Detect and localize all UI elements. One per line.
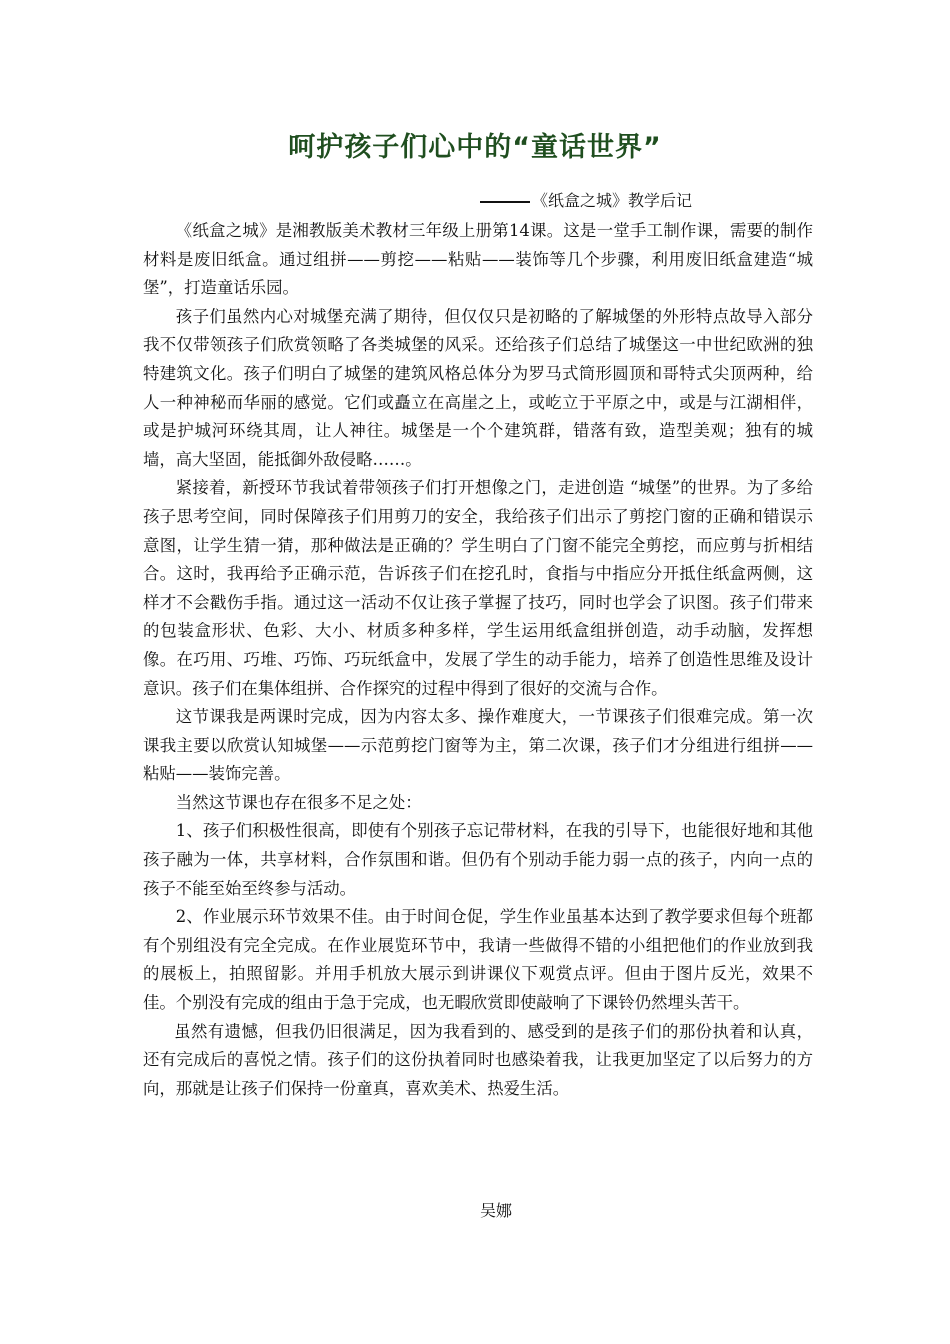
document-title: 呵护孩子们心中的“童话世界”	[288, 132, 662, 163]
paragraph-new-lesson: 紧接着，新授环节我试着带领孩子们打开想像之门，走进创造 “城堡”的世界。为了多给孩子思考空间，同时保障孩子们用剪刀的安全，我给孩子们出示了剪挖门窗的正确和错误示意图，让学生猜一猜，那种做法是正确的？学生明白了门窗不能完全剪挖，而应剪与折相结合。这时，我再给予正确示范，告诉孩子们在挖孔时，食指与中指应分开抵住纸盒两侧，这样才不会戳伤手指。通过这一活动不仅让孩子掌握了技巧，同时也学会了识图。孩子们带来的包装盒形状、色彩、大小、材质多种多样，学生运用纸盒组拼创造，动手动脑，发挥想像。在巧用、巧堆、巧饰、巧玩纸盒中，发展了学生的动手能力，培养了创造性思维及设计意识。孩子们在集体组拼、合作探究的过程中得到了很好的交流与合作。	[143, 478, 813, 698]
paragraph-two-periods: 这节课我是两课时完成，因为内容太多、操作难度大，一节课孩子们很难完成。第一次课我主要以欣赏认知城堡——示范剪挖门窗等为主，第二次课，孩子们才分组进行组拼——粘贴——装饰完善。	[143, 707, 813, 784]
document-subtitle	[480, 188, 820, 214]
paragraph-intro: 《纸盒之城》是湘教版美术教材三年级上册第14课。这是一堂手工制作课，需要的制作材料是废旧纸盒。通过组拼——剪挖——粘贴——装饰等几个步骤，利用废旧纸盒建造“城堡”，打造童话乐园。	[143, 221, 813, 298]
subtitle-text: 《纸盒之城》教学后记	[532, 191, 693, 210]
paragraph-castle-culture: 孩子们虽然内心对城堡充满了期待，但仅仅只是初略的了解城堡的外形特点故导入部分我不仅带领孩子们欣赏领略了各类城堡的风采。还给孩子们总结了城堡这一中世纪欧洲的独特建筑文化。孩子们明白了城堡的建筑风格总体分为罗马式筒形圆顶和哥特式尖顶两种，给人一种神秘而华丽的感觉。它们或矗立在高崖之上，或屹立于平原之中，或是与江湖相伴，或是护城河环绕其周，让人神往。城堡是一个个建筑群，错落有致，造型美观；独有的城墙，高大坚固，能抵御外敌侵略……。	[143, 306, 813, 469]
document-author: 吴娜	[480, 1201, 513, 1220]
document-body	[143, 217, 813, 1103]
paragraph-shortcomings: 当然这节课也存在很多不足之处：	[175, 792, 422, 812]
subtitle-dash	[480, 201, 530, 203]
paragraph-point-1: 1、孩子们积极性很高，即使有个别孩子忘记带材料，在我的引导下，也能很好地和其他孩子融为一体，共享材料，合作氛围和谐。但仍有个别动手能力弱一点的孩子，内向一点的孩子不能至始至终参与活动。	[143, 821, 813, 898]
paragraph-point-2: 2、作业展示环节效果不佳。由于时间仓促，学生作业虽基本达到了教学要求但每个班都有个别组没有完全完成。在作业展览环节中，我请一些做得不错的小组把他们的作业放到我的展板上，拍照留影。并用手机放大展示到讲课仪下观赏点评。但由于图片反光，效果不佳。个别没有完成的组由于急于完成，也无暇欣赏即使敲响了下课铃仍然埋头苦干。	[143, 907, 813, 1013]
paragraph-conclusion: 虽然有遗憾，但我仍旧很满足，因为我看到的、感受到的是孩子们的那份执着和认真，还有完成后的喜悦之情。孩子们的这份执着同时也感染着我，让我更加坚定了以后努力的方向，那就是让孩子们保持一份童真，喜欢美术、热爱生活。	[143, 1021, 813, 1098]
